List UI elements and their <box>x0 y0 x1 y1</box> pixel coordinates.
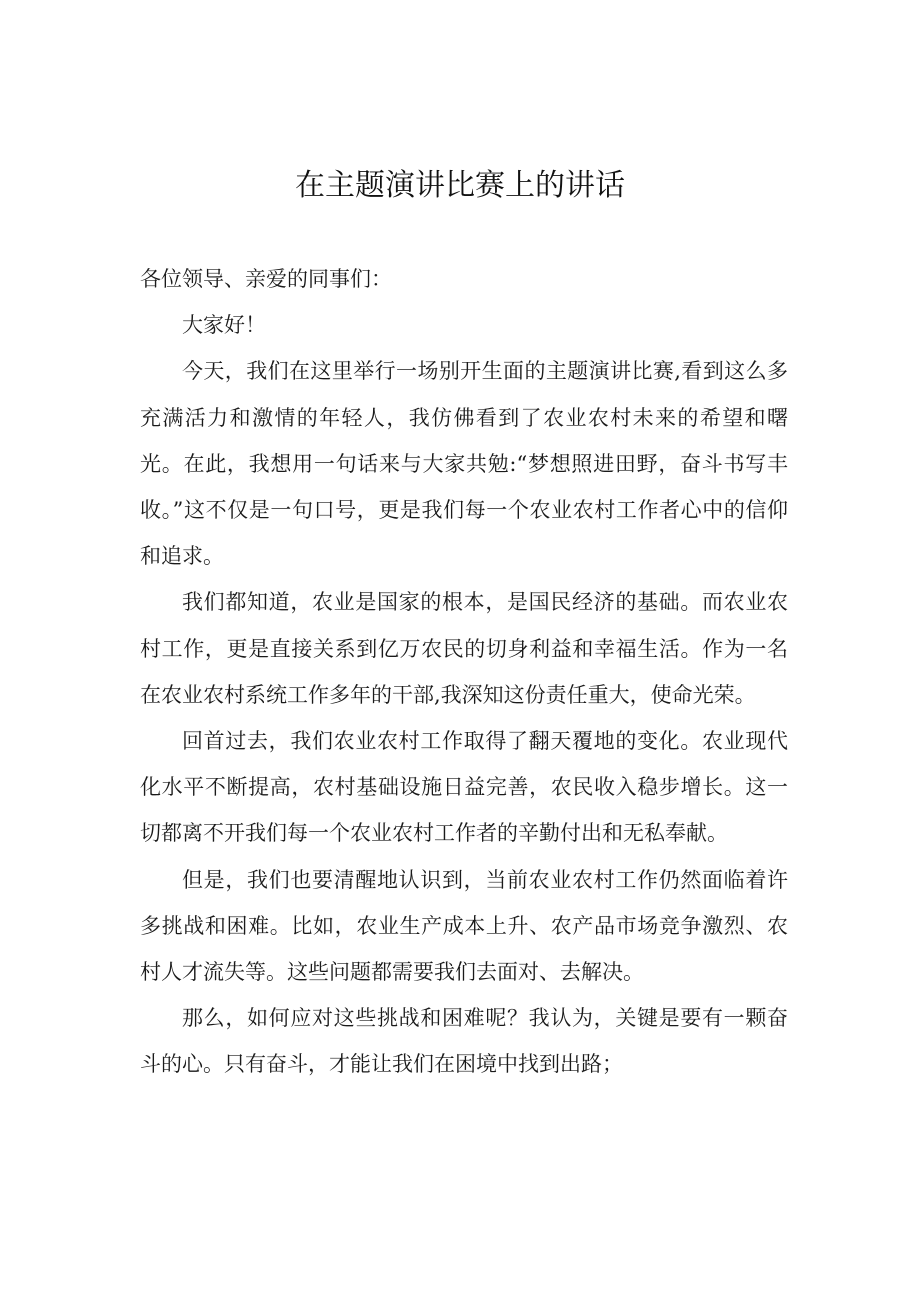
document-title: 在主题演讲比赛上的讲话 <box>295 168 625 203</box>
paragraph-5: 那么，如何应对这些挑战和困难呢？我认为，关键是要有一颗奋斗的心。只有奋斗，才能让我们在困境中找到出路； <box>140 1006 788 1077</box>
paragraph-1: 今天，我们在这里举行一场别开生面的主题演讲比赛,看到这么多充满活力和激情的年轻人，我仿佛看到了农业农村未来的希望和曙光。在此，我想用一句话来与大家共勉:“梦想照进田野，奋斗书写丰收。”这不仅是一句口号，更是我们每一个农业农村工作者心中的信仰和追求。 <box>140 359 788 569</box>
document-body <box>140 256 788 1088</box>
paragraph-2: 我们都知道，农业是国家的根本，是国民经济的基础。而农业农村工作，更是直接关系到亿万农民的切身利益和幸福生活。作为一名在农业农村系统工作多年的干部,我深知这份责任重大，使命光荣。 <box>140 590 788 707</box>
paragraph-greeting: 大家好！ <box>182 313 266 338</box>
paragraph-3: 回首过去，我们农业农村工作取得了翻天覆地的变化。农业现代化水平不断提高，农村基础设施日益完善，农民收入稳步增长。这一切都离不开我们每一个农业农村工作者的辛勤付出和无私奉献。 <box>140 729 788 846</box>
salutation: 各位领导、亲爱的同事们： <box>140 267 392 291</box>
paragraph-4: 但是，我们也要清醒地认识到，当前农业农村工作仍然面临着许多挑战和困难。比如，农业生产成本上升、农产品市场竞争激烈、农村人才流失等。这些问题都需要我们去面对、去解决。 <box>140 867 788 985</box>
